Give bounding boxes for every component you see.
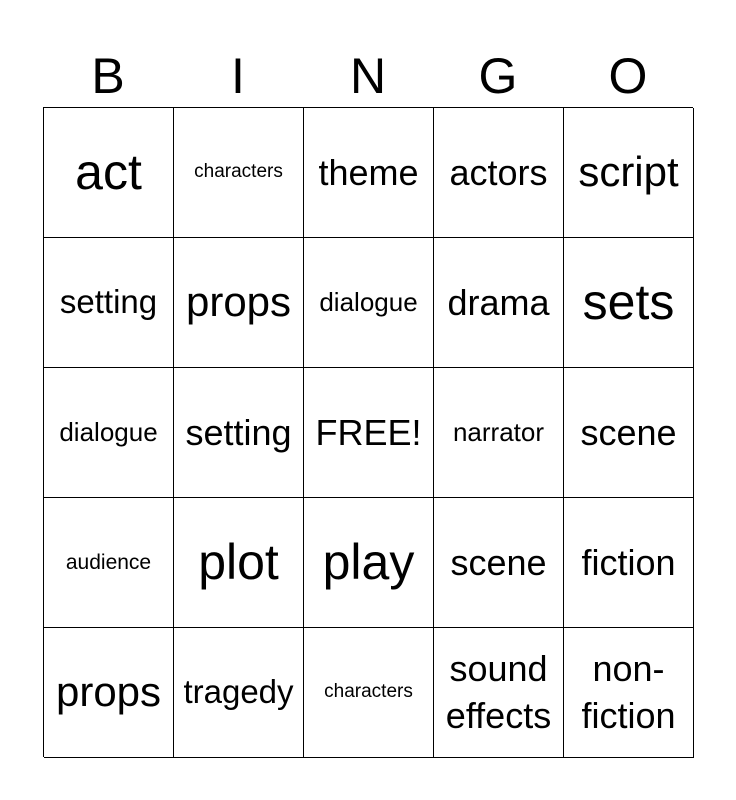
bingo-cell[interactable] (174, 498, 304, 628)
cell-word: sound effects (445, 647, 552, 736)
cell-word: act (75, 144, 142, 200)
bingo-cell[interactable] (44, 238, 174, 368)
bingo-cell[interactable] (174, 368, 304, 498)
bingo-cell[interactable] (304, 498, 434, 628)
bingo-cell[interactable] (304, 108, 434, 238)
cell-free: FREE! (315, 411, 422, 453)
cell-word: drama (447, 281, 550, 323)
bingo-cell[interactable] (434, 628, 564, 758)
cell-word: plot (198, 534, 279, 590)
cell-word: non-fiction (581, 647, 676, 736)
bingo-cell[interactable] (44, 628, 174, 758)
bingo-cell[interactable] (564, 108, 694, 238)
cell-word: characters (194, 161, 283, 183)
header-letter-n: N (349, 48, 387, 104)
cell-word: setting (59, 283, 158, 321)
bingo-cell[interactable] (434, 238, 564, 368)
cell-word: tragedy (183, 673, 294, 711)
bingo-cell[interactable] (564, 498, 694, 628)
bingo-cell[interactable] (174, 238, 304, 368)
cell-word: actors (449, 151, 548, 193)
cell-word: scene (580, 411, 677, 453)
cell-word: theme (318, 151, 419, 193)
cell-word: play (322, 534, 415, 590)
cell-word: setting (185, 411, 292, 453)
bingo-cell[interactable] (434, 368, 564, 498)
bingo-grid (43, 107, 693, 757)
bingo-cell[interactable] (564, 628, 694, 758)
bingo-cell[interactable] (434, 108, 564, 238)
bingo-cell[interactable] (564, 368, 694, 498)
bingo-header (43, 46, 693, 106)
header-letter-i: I (231, 48, 245, 104)
header-letter-b: B (91, 48, 125, 104)
header-letter-g: G (478, 48, 518, 104)
cell-word: script (578, 148, 679, 196)
bingo-cell[interactable] (304, 628, 434, 758)
cell-word: sets (582, 274, 675, 330)
bingo-cell[interactable] (174, 108, 304, 238)
cell-word: narrator (452, 417, 545, 448)
bingo-cell[interactable] (564, 238, 694, 368)
cell-word: fiction (581, 541, 676, 583)
bingo-cell[interactable] (44, 108, 174, 238)
header-letter-o: O (608, 48, 648, 104)
bingo-cell[interactable] (434, 498, 564, 628)
bingo-cell[interactable] (44, 498, 174, 628)
cell-word: audience (65, 550, 152, 574)
bingo-cell[interactable] (304, 368, 434, 498)
cell-word: props (55, 668, 162, 716)
bingo-cell[interactable] (174, 628, 304, 758)
cell-word: dialogue (59, 417, 158, 448)
bingo-cell[interactable] (304, 238, 434, 368)
cell-word: dialogue (319, 287, 418, 318)
cell-word: characters (324, 681, 413, 703)
cell-word: props (185, 278, 292, 326)
cell-word: scene (450, 541, 547, 583)
bingo-cell[interactable] (44, 368, 174, 498)
